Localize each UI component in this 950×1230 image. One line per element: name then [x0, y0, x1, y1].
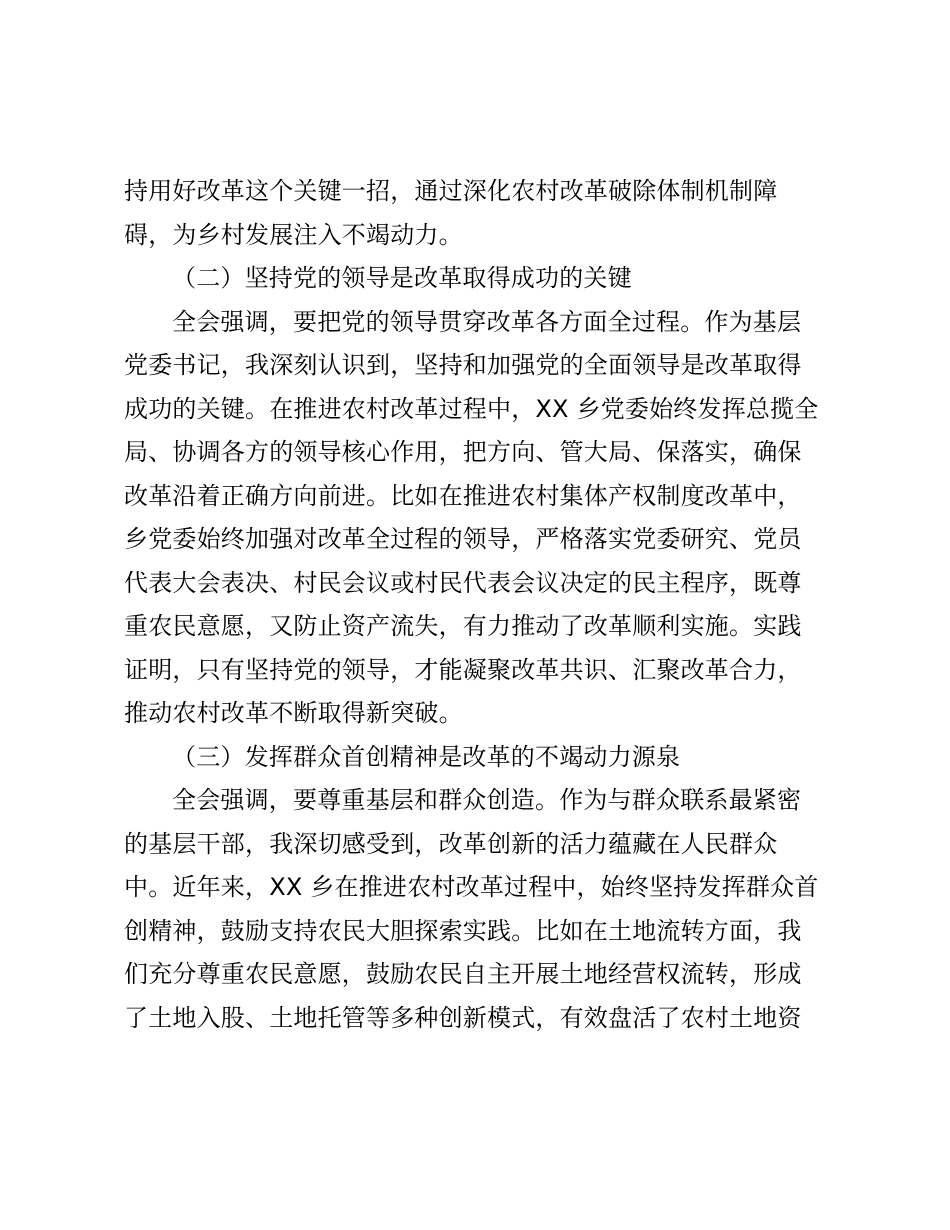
document-body	[124, 170, 834, 1040]
paragraph-first-line: 全会强调，要尊重基层和群众创造。作为与群众联系最紧密	[172, 786, 802, 814]
text-line: 重农民意愿，又防止资产流失，有力推动了改革顺利实施。实践	[124, 612, 802, 640]
paragraph-first-line: （三）发挥群众首创精神是改革的不竭动力源泉	[172, 742, 681, 771]
text-line: 代表大会表决、村民会议或村民代表会议决定的民主程序，既尊	[124, 568, 802, 597]
text-line: 党委书记，我深刻认识到，坚持和加强党的全面领导是改革取得	[124, 351, 802, 379]
text-line: 们充分尊重农民意愿，鼓励农民自主开展土地经营权流转，形成	[124, 960, 802, 988]
text-line: 乡党委始终加强对改革全过程的领导，严格落实党委研究、党员	[124, 525, 802, 553]
text-line: 碍，为乡村发展注入不竭动力。	[124, 220, 463, 249]
text-line: 改革沿着正确方向前进。比如在推进农村集体产权制度改革中，	[124, 481, 802, 510]
text-line: 持用好改革这个关键一招，通过深化农村改革破除体制机制障	[124, 177, 778, 205]
text-line: 局、协调各方的领导核心作用，把方向、管大局、保落实，确保	[124, 438, 802, 466]
text-line: 推动农村改革不断取得新突破。	[124, 699, 463, 727]
text-line: 证明，只有坚持党的领导，才能凝聚改革共识、汇聚改革合力，	[124, 655, 802, 684]
text-line: 了土地入股、土地托管等多种创新模式，有效盘活了农村土地资	[124, 1003, 802, 1032]
text-line: 中。近年来，XX 乡在推进农村改革过程中，始终坚持发挥群众首	[124, 873, 819, 901]
text-line: 成功的关键。在推进农村改革过程中，XX 乡党委始终发挥总揽全	[124, 394, 819, 423]
text-line: 创精神，鼓励支持农民大胆探索实践。比如在土地流转方面，我	[124, 916, 802, 945]
paragraph-first-line: 全会强调，要把党的领导贯穿改革各方面全过程。作为基层	[172, 307, 802, 336]
text-line: 的基层干部，我深切感受到，改革创新的活力蕴藏在人民群众	[124, 829, 778, 858]
paragraph-first-line: （二）坚持党的领导是改革取得成功的关键	[172, 264, 632, 292]
